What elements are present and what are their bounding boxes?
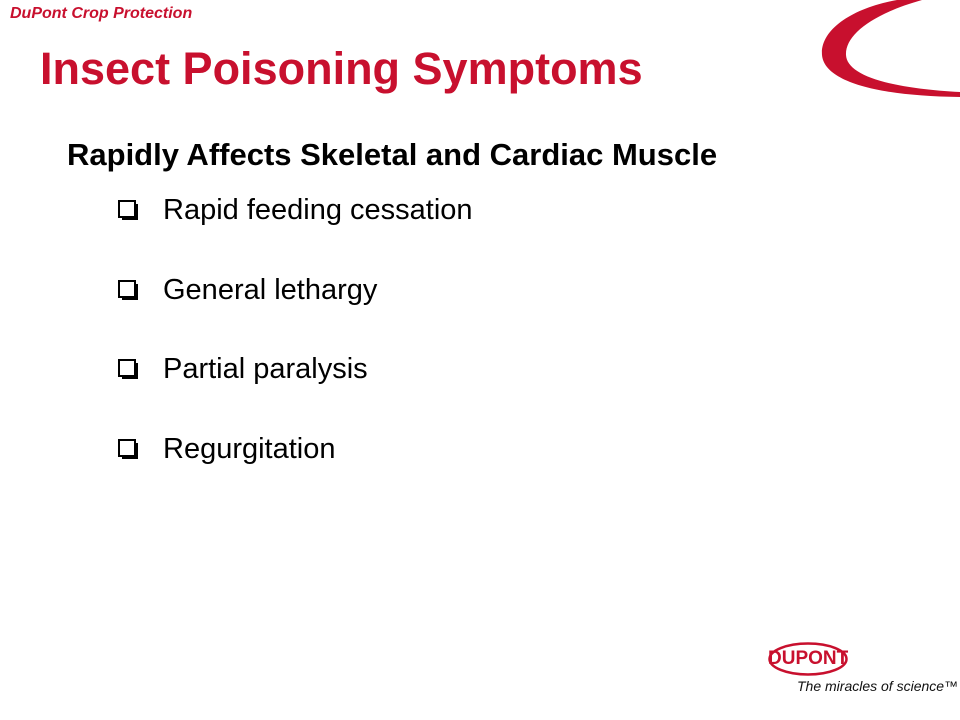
list-item — [118, 272, 473, 352]
dupont-logo — [764, 642, 959, 702]
symptom-list — [118, 192, 473, 510]
slide-subtitle: Rapidly Affects Skeletal and Cardiac Muscle — [67, 137, 718, 172]
checkbox-square-icon — [118, 351, 139, 388]
red-arc-swoosh-icon — [812, 0, 960, 105]
list-item — [118, 192, 473, 272]
list-item — [118, 431, 473, 511]
slide-title: Insect Poisoning Symptoms — [40, 43, 643, 94]
list-item-text: Rapid feeding cessation — [163, 194, 473, 226]
checkbox-square-icon — [118, 272, 139, 309]
brand-header: DuPont Crop Protection — [10, 5, 193, 22]
list-item-text: General lethargy — [163, 273, 378, 306]
list-item-text: Partial paralysis — [163, 353, 368, 385]
list-item-text: Regurgitation — [163, 432, 336, 465]
checkbox-square-icon — [118, 431, 139, 468]
list-item — [118, 351, 473, 431]
checkbox-square-icon — [118, 192, 139, 229]
logo-wordmark: DUPONT — [768, 648, 849, 669]
tagline: The miracles of science™ — [797, 678, 959, 694]
